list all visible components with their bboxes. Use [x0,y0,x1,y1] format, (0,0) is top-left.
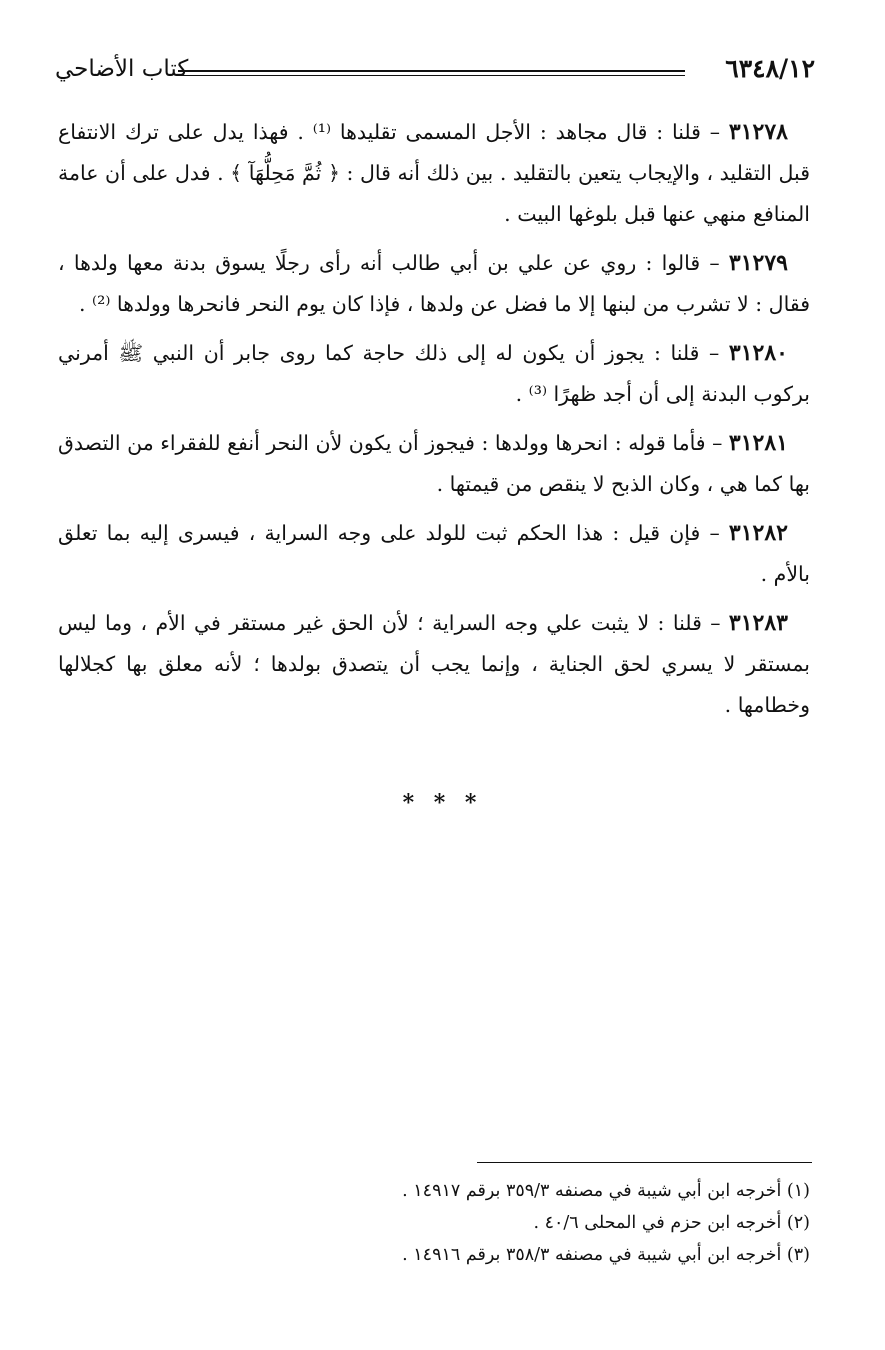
section-separator: * * * [402,790,483,816]
paragraph-text: – فإن قيل : هذا الحكم ثبت للولد على وجه السراية ، فيسرى إليه بما تعلق بالأم . [58,521,810,586]
paragraph-31282 [58,513,810,595]
paragraph-number: ٣١٢٧٩ [728,250,788,276]
paragraph-31281 [58,423,810,505]
footnote-2: (٢) أخرجه ابن حزم في المحلى ٤٠/٦ . [533,1213,810,1233]
paragraph-number: ٣١٢٨١ [728,430,788,456]
running-header [55,52,815,96]
chapter-title: كتاب الأضاحي [55,56,189,82]
paragraph-text: – قلنا : يجوز أن يكون له إلى ذلك حاجة كما روى جابر أن النبي ﷺ أمرني بركوب البدنة إلى أن أجد ظهرًا ⁽³⁾ . [58,341,810,406]
paragraph-number: ٣١٢٨٠ [728,340,788,366]
footnote-3: (٣) أخرجه ابن أبي شيبة في مصنفه ٣٥٨/٣ برقم ١٤٩١٦ . [402,1245,810,1265]
paragraph-text: – قلنا : قال مجاهد : الأجل المسمى تقليدها ⁽¹⁾ . فهذا يدل على ترك الانتفاع قبل التقليد ، والإيجاب يتعين بالتقليد . بين ذلك أنه قال : ﴿ ثُمَّ مَحِلُّهَآ ﴾ . فدل على أن عامة المنافع منهي عنها قبل بلوغها البيت . [58,120,810,226]
paragraph-number: ٣١٢٨٢ [728,520,788,546]
paragraph-31279 [58,243,810,325]
paragraph-text: – فأما قوله : انحرها وولدها : فيجوز أن يكون لأن النحر أنفع للفقراء من التصدق بها كما هي ، وكان الذبح لا ينقص من قيمتها . [58,431,810,496]
paragraph-text: – قلنا : لا يثبت علي وجه السراية ؛ لأن الحق غير مستقر في الأم ، وما ليس بمستقر لا يسري لحق الجناية ، وإنما يجب أن يتصدق بولدها ؛ لأنه معلق بها كجلالها وخطامها . [58,611,810,717]
footnote-rule [477,1162,812,1163]
paragraph-31280 [58,333,810,415]
page-number: ٦٣٤٨/١٢ [725,54,815,83]
paragraph-text: – قالوا : روي عن علي بن أبي طالب أنه رأى رجلًا يسوق بدنة معها ولدها ، فقال : لا تشرب من لبنها إلا ما فضل عن ولدها ، فإذا كان يوم النحر فانحرها وولدها ⁽²⁾ . [58,251,810,316]
main-text [58,112,810,734]
footnote-1: (١) أخرجه ابن أبي شيبة في مصنفه ٣٥٩/٣ برقم ١٤٩١٧ . [402,1181,810,1201]
paragraph-31278 [58,112,810,235]
footnotes [300,1175,810,1271]
paragraph-31283 [58,603,810,726]
paragraph-number: ٣١٢٨٣ [728,610,788,636]
paragraph-number: ٣١٢٧٨ [728,119,788,145]
header-rule [178,70,685,72]
